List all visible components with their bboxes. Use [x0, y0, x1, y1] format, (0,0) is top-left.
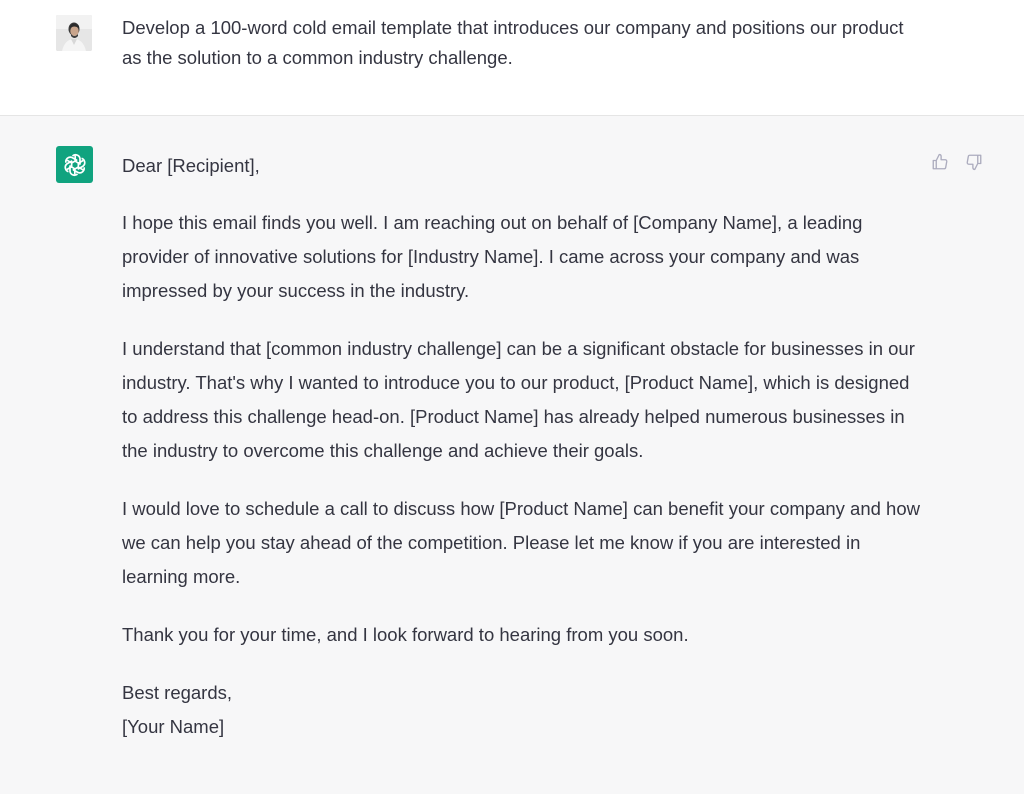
email-greeting: Dear [Recipient], [122, 155, 260, 176]
thumbs-down-button[interactable] [962, 150, 986, 174]
assistant-message-row [0, 116, 1024, 794]
email-signature: [Your Name] [122, 716, 225, 737]
email-paragraph: I understand that [common industry challenge] can be a significant obstacle for businesses in our industry. That's why I wanted to introduce you to our product, [Product Name], which is designed to address this challenge head-on. [Product Name] has already helped numerous businesses in the industry to overcome this challenge and achieve their goals. [122, 338, 915, 461]
user-avatar-photo [56, 15, 92, 51]
assistant-message-text [122, 149, 922, 744]
email-paragraph: I would love to schedule a call to discuss how [Product Name] can benefit your company and how we can help you stay ahead of the competition. Please let me know if you are interested in learning more. [122, 498, 920, 587]
thumbs-up-button[interactable] [928, 150, 952, 174]
email-paragraph: Thank you for your time, and I look forward to hearing from you soon. [122, 624, 689, 645]
openai-logo-icon [62, 152, 88, 178]
user-message-row [0, 0, 1024, 116]
email-paragraph: I hope this email finds you well. I am reaching out on behalf of [Company Name], a leading provider of innovative solutions for [Industry Name]. I came across your company and was impressed by your success in the industry. [122, 212, 863, 301]
email-signoff [122, 676, 922, 744]
user-avatar [56, 15, 92, 51]
email-closing: Best regards, [122, 682, 233, 703]
thumbs-up-icon [931, 153, 949, 171]
assistant-avatar [56, 146, 93, 183]
thumbs-down-icon [965, 153, 983, 171]
user-message-text: Develop a 100-word cold email template that introduces our company and positions our product as the solution to a common industry challenge. [122, 17, 904, 68]
